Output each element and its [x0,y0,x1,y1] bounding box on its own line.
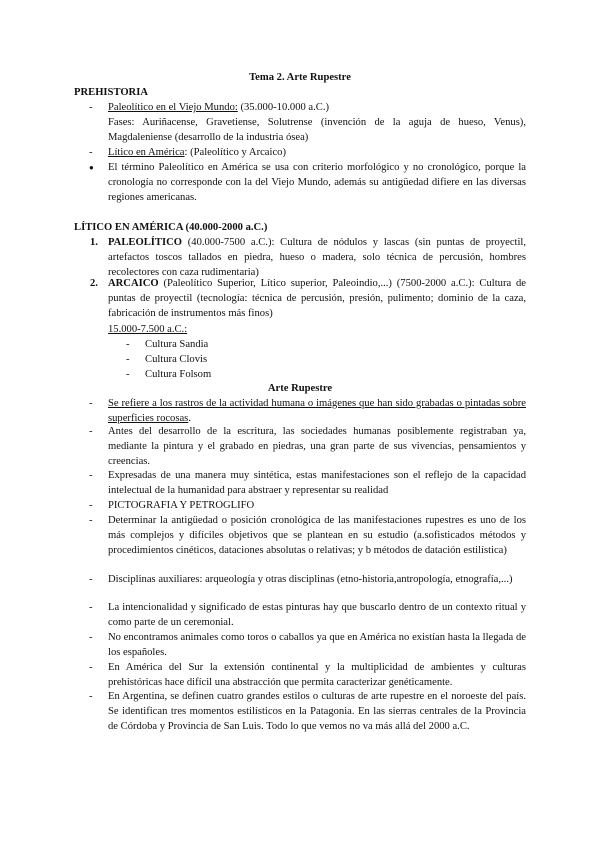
culture-item: Cultura Clovis [145,354,208,365]
list-marker: - [89,574,93,585]
list-item: Fases: Auriñacense, Gravetiense, Solutrense (invención de la aguja de hueso, Venus), Magdaleniense (desarrollo de la industria ósea) [108,117,526,144]
list-item: Disciplinas auxiliares: arqueología y otras disciplinas (etno-historia,antropología, etnografía,...) [108,574,513,585]
list-item: El término Paleolítico en América se usa con criterio morfológico y no cronológico, porque la cronología no corresponde con la del Viejo Mundo, además su antigüedad difiere en las diversas regiones americanas. [108,162,526,204]
item-text: (Paleolítico Superior, Lítico superior, Paleoindio,...) (7500-2000 a.C.): Cultura de puntas de proyectil (tecnología: técnica de percusión, presión, pulimento; dominio de la caza, fabricación de instrumentos más finos) [108,278,526,320]
item-label: ARCAICO [108,278,159,289]
prehistoria-heading: PREHISTORIA [74,87,148,98]
list-item: Expresadas de una manera muy sintética, estas manifestaciones son el reflejo de la capacidad intelectual de la humanidad para abstraer y representar su realidad [108,470,526,497]
item-label: PALEOLÍTICO [108,237,182,248]
arte-heading: Arte Rupestre [267,383,333,394]
list-item: En Argentina, se definen cuatro grandes estilos o culturas de arte rupestre en el noroeste del país. Se identifican tres momentos estilísticos en la Patagonia. En las sierras centrales de la Provincia de Córdoba y Provincia de San Luis. Todo lo que vemos no va más allá del 2000 a.C. [108,691,526,733]
list-item: Antes del desarrollo de la escritura, las sociedades humanas posiblemente registraban ya, mediante la pintura y el grabado en piedras, una gran parte de sus vivencias, pensamientos y creencias. [108,426,526,468]
list-marker: - [89,602,93,613]
list-marker: - [89,102,93,113]
item-tail: . [188,413,191,425]
item-text: (35.000-10.000 a.C.) [237,102,330,113]
list-item [108,145,526,160]
item-label: Paleolítico en el Viejo Mundo: [108,102,238,113]
list-item [108,235,526,281]
item-text: Se refiere a los rastros de la actividad humana o imágenes que han sido grabadas o pintadas sobre superficies rocosas [108,398,526,425]
list-marker: - [89,398,93,409]
list-number: 2. [90,278,98,289]
list-item: PICTOGRAFIA Y PETROGLIFO [108,500,255,511]
item-label: Lítico en América [108,147,185,158]
list-item: En América del Sur la extensión continental y la multiplicidad de ambientes y culturas prehistóricas hace difícil una abstracción que permita caracterizar genéticamente. [108,662,526,689]
litico-heading: LÍTICO EN AMÉRICA (40.000-2000 a.C.) [74,222,268,233]
list-marker: - [89,662,93,673]
item-text: (40.000-7500 a.C.): Cultura de nódulos y lascas (sin puntas de proyectil, artefactos toscos tallados en piedra, hueso o madera, solo técnica de percusión, hombres recolectores con caza rudimentaria) [108,237,526,279]
culture-item: Cultura Sandia [145,339,209,350]
range-label-text: 15.000-7.500 a.C.: [108,324,188,335]
list-marker: - [89,500,93,511]
bullet-icon: ● [89,163,94,172]
list-marker: - [89,426,93,437]
list-marker: - [126,339,130,350]
list-item [108,276,526,322]
list-marker: - [89,691,93,702]
document-title: Tema 2. Arte Rupestre [249,72,351,83]
list-marker: - [89,147,93,158]
range-label [108,322,526,337]
list-item [108,100,526,115]
list-marker: - [126,369,130,380]
list-marker: - [126,354,130,365]
list-marker: - [89,632,93,643]
list-item [108,396,526,426]
list-marker: - [89,470,93,481]
list-item: La intencionalidad y significado de estas pinturas hay que buscarlo dentro de un contexto ritual y como parte de un ceremonial. [108,602,526,629]
list-item: No encontramos animales como toros o caballos ya que en América no existían hasta la llegada de los españoles. [108,632,526,659]
list-marker: - [89,515,93,526]
list-item: Determinar la antigüedad o posición cronológica de las manifestaciones rupestres es uno de los más complejos y difíciles objetivos que se plantean en su estudio (a.sofisticados métodos y procedimientos cinéticos, dataciones absolutas o relativas; y b métodos de datación estilística) [108,515,526,557]
list-number: 1. [90,237,98,248]
culture-item: Cultura Folsom [145,369,212,380]
item-text: : (Paleolítico y Arcaico) [184,147,286,158]
